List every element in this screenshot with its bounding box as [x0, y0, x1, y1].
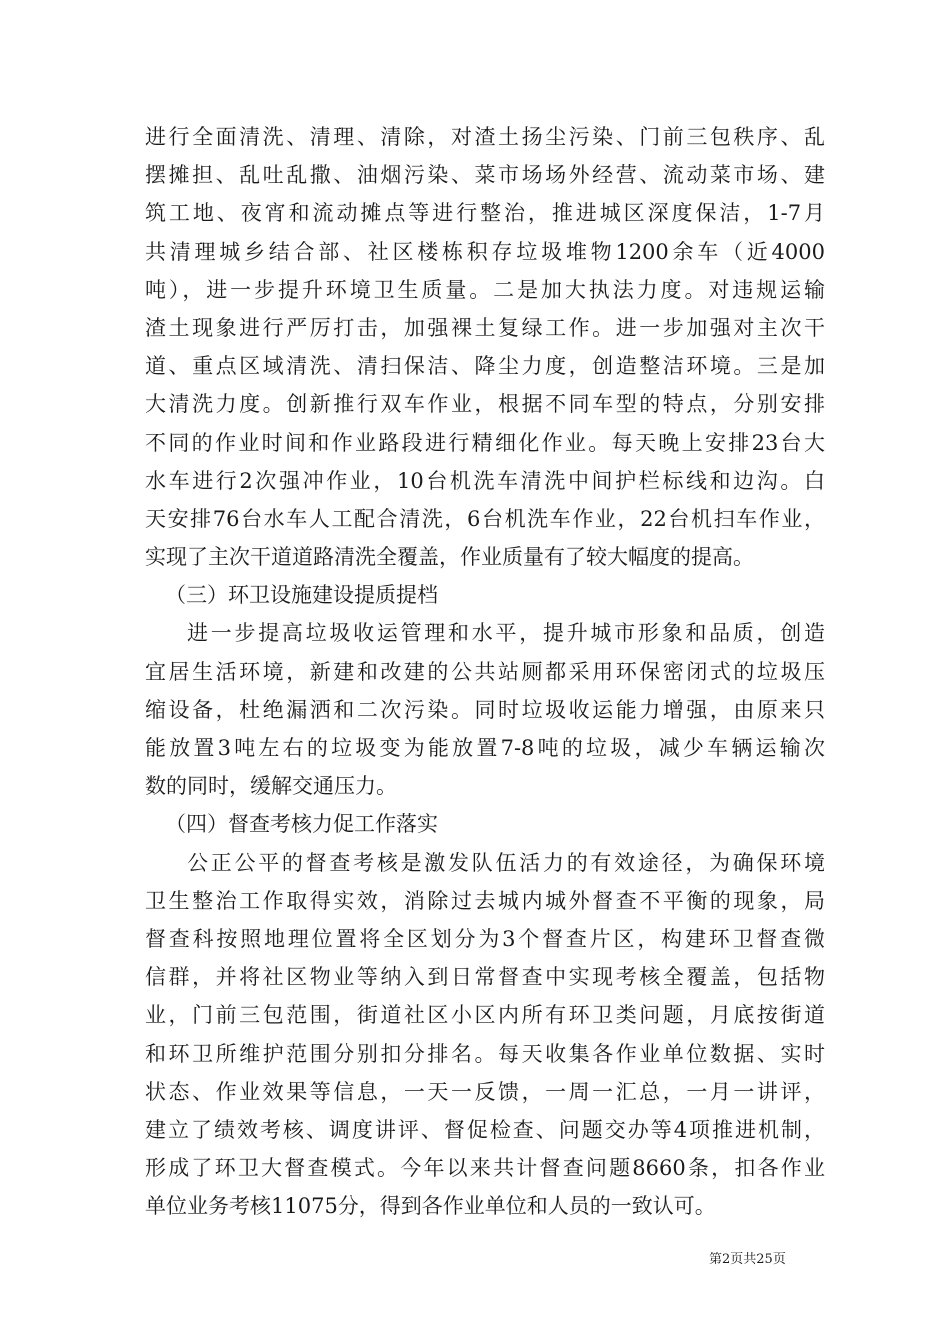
text-line: 建立了绩效考核、调度讲评、督促检查、问题交办等4项推进机制， [145, 1117, 825, 1142]
text-line: 公正公平的督查考核是激发队伍活力的有效途径，为确保环境 [187, 850, 825, 875]
text-line: 不同的作业时间和作业路段进行精细化作业。每天晚上安排23台大 [145, 430, 825, 455]
section-heading: （三）环卫设施建设提质提档 [165, 583, 438, 608]
text-line: 督查科按照地理位置将全区划分为3个督查片区，构建环卫督查微 [145, 926, 825, 951]
text-line: 天安排76台水车人工配合清洗，6台机洗车作业，22台机扫车作业， [145, 506, 825, 531]
text-line: 筑工地、夜宵和流动摊点等进行整治，推进城区深度保洁，1-7月 [145, 201, 825, 226]
text-line: 道、重点区域清洗、清扫保洁、降尘力度，创造整洁环境。三是加 [145, 354, 825, 379]
text-line: 信群，并将社区物业等纳入到日常督查中实现考核全覆盖，包括物 [145, 965, 825, 990]
text-line: 缩设备，杜绝漏洒和二次污染。同时垃圾收运能力增强，由原来只 [145, 697, 825, 722]
text-line: 水车进行2次强冲作业，10台机洗车清洗中间护栏标线和边沟。白 [145, 468, 825, 493]
text-line: 状态、作业效果等信息，一天一反馈，一周一汇总，一月一讲评， [145, 1079, 825, 1104]
text-line: 摆摊担、乱吐乱撒、油烟污染、菜市场场外经营、流动菜市场、建 [145, 163, 825, 188]
page-number: 第2页共25页 [709, 1252, 786, 1267]
text-line: 进行全面清洗、清理、清除，对渣土扬尘污染、门前三包秩序、乱 [145, 125, 825, 149]
document-body [145, 118, 825, 1225]
text-line: 宜居生活环境，新建和改建的公共站厕都采用环保密闭式的垃圾压 [145, 659, 825, 684]
text-line: 单位业务考核11075分，得到各作业单位和人员的一致认可。 [145, 1194, 716, 1219]
text-line: 能放置3吨左右的垃圾变为能放置7-8吨的垃圾，减少车辆运输次 [145, 736, 825, 760]
text-line: 和环卫所维护范围分别扣分排名。每天收集各作业单位数据、实时 [145, 1041, 825, 1066]
text-line: 形成了环卫大督查模式。今年以来共计督查问题8660条，扣各作业 [145, 1156, 825, 1181]
text-line: 大清洗力度。创新推行双车作业，根据不同车型的特点，分别安排 [145, 392, 825, 417]
text-line: 卫生整治工作取得实效，消除过去城内城外督查不平衡的现象，局 [145, 888, 825, 913]
text-line: 吨），进一步提升环境卫生质量。二是加大执法力度。对违规运输 [145, 277, 825, 302]
text-line: 业，门前三包范围，街道社区小区内所有环卫类问题，月底按街道 [145, 1003, 825, 1028]
text-line: 数的同时，缓解交通压力。 [145, 774, 397, 799]
text-line: 共清理城乡结合部、社区楼栋积存垃圾堆物1200余车（近4000 [145, 239, 825, 264]
text-line: 实现了主次干道道路清洗全覆盖，作业质量有了较大幅度的提高。 [145, 545, 754, 570]
text-line: 渣土现象进行严厉打击，加强裸土复绿工作。进一步加强对主次干 [145, 315, 825, 340]
text-line: 进一步提高垃圾收运管理和水平，提升城市形象和品质，创造 [187, 621, 825, 646]
section-heading: （四）督查考核力促工作落实 [165, 812, 438, 837]
